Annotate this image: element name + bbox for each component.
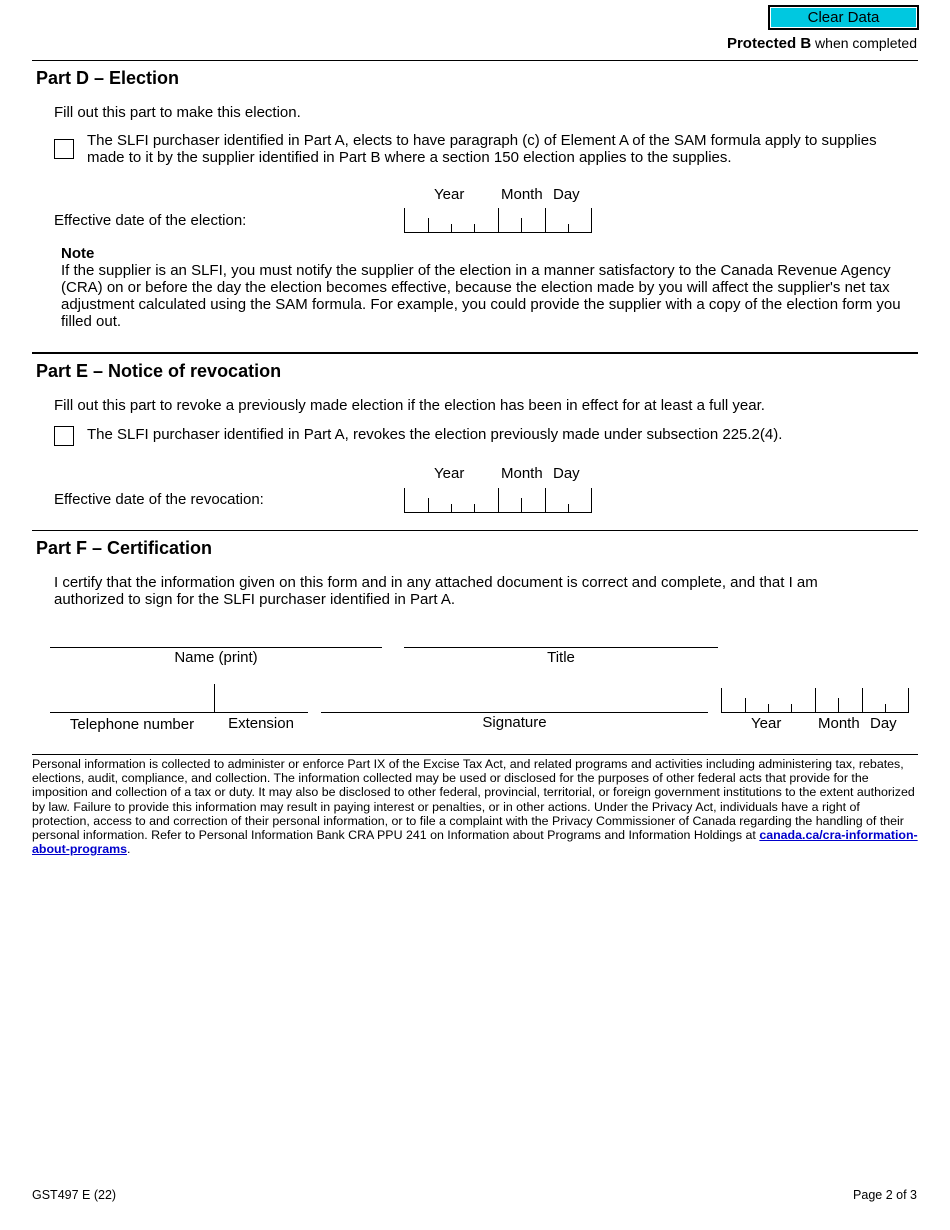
part-e-year-header: Year [434, 465, 465, 482]
signature-label: Signature [482, 714, 547, 731]
part-d-title: Part D – Election [36, 68, 180, 88]
signature-date-field[interactable] [721, 688, 909, 713]
part-e-revocation-checkbox[interactable] [54, 426, 74, 446]
part-f-title: Part F – Certification [36, 538, 213, 558]
part-d-note-text: If the supplier is an SLFI, you must notify the supplier of the election in a manner satisfactory to the Canada Revenue Agency (CRA) on or before the day the election becomes effective, because the election made by you will affect the supplier's net tax adjustment calculated using the SAM formula. For example, you could provide the supplier with a copy of the election form you filled out. [61, 262, 901, 330]
signature-field[interactable] [321, 712, 708, 713]
part-d-year-header: Year [434, 186, 465, 203]
part-e-checkbox-text: The SLFI purchaser identified in Part A, revokes the election previously made under subsection 225.2(4). [87, 426, 783, 443]
privacy-text: Personal information is collected to administer or enforce Part IX of the Excise Tax Act, and related programs and activities including administering tax, rebates, elections, audit, compliance, and collection. The information collected may be used or disclosed for the purposes of other federal acts that provide for the imposition and collection of a tax or duty. It may also be disclosed to other federal, provincial, territorial, or foreign government institutions to the extent authorized by law. Failure to provide this information may result in paying interest or penalties, or in other actions. Under the Privacy Act, individuals have a right of protection, access to and correction of their personal information, or to file a complaint with the Privacy Commissioner of Canada regarding the handling of their personal information. Refer to Personal Information Bank CRA PPU 241 on Information about Programs and Information Holdings at [32, 757, 915, 843]
part-d-date-label: Effective date of the election: [54, 212, 247, 229]
part-d-effective-date-field[interactable] [404, 208, 592, 233]
part-e-date-label: Effective date of the revocation: [54, 491, 264, 508]
privacy-end: . [127, 842, 131, 857]
signature-month-header: Month [818, 715, 860, 732]
part-d-election-checkbox[interactable] [54, 139, 74, 159]
name-print-label: Name (print) [174, 649, 258, 666]
part-e-title: Part E – Notice of revocation [36, 361, 282, 381]
part-d-checkbox-text: The SLFI purchaser identified in Part A, elects to have paragraph (c) of Element A of the SAM formula apply to supplies made to it by the supplier identified in Part B where a section 150 election applies to the supplies. [87, 132, 877, 166]
title-field[interactable] [404, 647, 718, 648]
telephone-label: Telephone number [69, 716, 195, 733]
divider [32, 754, 918, 755]
signature-day-header: Day [870, 715, 897, 732]
form-id: GST497 E (22) [32, 1188, 117, 1202]
page-number: Page 2 of 3 [853, 1188, 917, 1202]
clear-data-button[interactable]: Clear Data [768, 5, 919, 30]
extension-separator [214, 684, 215, 712]
title-label: Title [547, 649, 575, 666]
part-d-day-header: Day [553, 186, 580, 203]
part-d-note-title: Note [61, 245, 95, 262]
protected-b-label [727, 35, 917, 52]
part-e-month-header: Month [501, 465, 543, 482]
divider [32, 530, 918, 531]
part-e-effective-date-field[interactable] [404, 488, 592, 513]
divider [32, 352, 918, 354]
part-f-certification-text: I certify that the information given on this form and in any attached document is correct and complete, and that I am authorized to sign for the SLFI purchaser identified in Part A. [54, 574, 818, 608]
part-e-day-header: Day [553, 465, 580, 482]
name-print-field[interactable] [50, 647, 382, 648]
part-e-intro: Fill out this part to revoke a previously made election if the election has been in effect for at least a full year. [54, 397, 765, 414]
extension-label: Extension [228, 715, 294, 732]
protected-b-bold: Protected B [726, 35, 812, 52]
divider [32, 60, 918, 61]
cra-information-link[interactable]: canada.ca/cra-information-about-programs [32, 828, 918, 857]
part-d-intro: Fill out this part to make this election. [54, 104, 301, 121]
protected-b-rest: when completed [811, 35, 917, 51]
part-d-month-header: Month [501, 186, 543, 203]
telephone-field[interactable] [50, 712, 308, 713]
privacy-statement [32, 757, 918, 856]
signature-year-header: Year [751, 715, 782, 732]
